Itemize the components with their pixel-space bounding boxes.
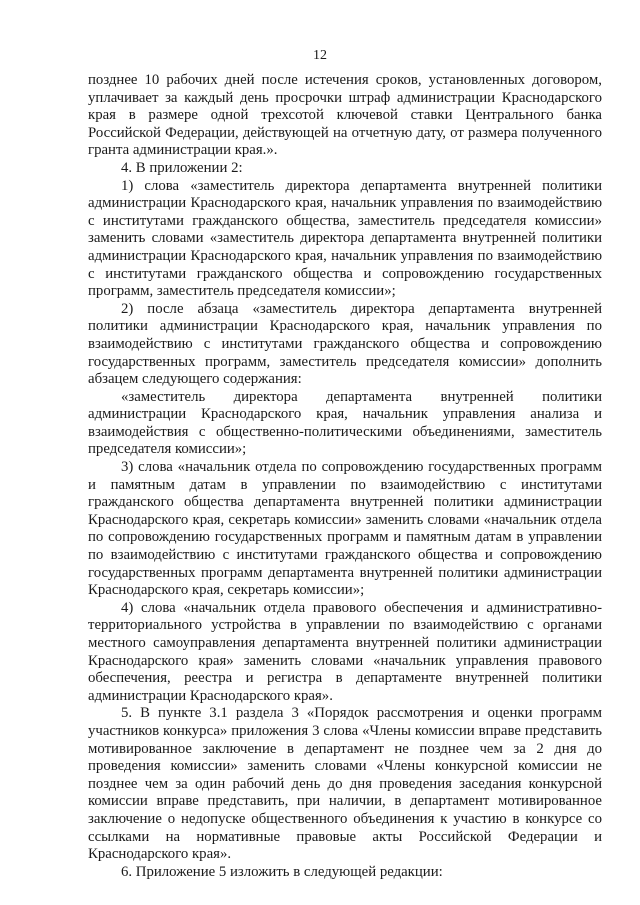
paragraph-quoted-addition: «заместитель директора департамента внутренней политики администрации Краснодарского края, начальник управления анализа и взаимодействия с общественно-политическими объединениями, заместитель председателя комиссии»; <box>88 388 602 458</box>
page-number: 12 <box>313 48 327 63</box>
paragraph-item-5: 5. В пункте 3.1 раздела 3 «Порядок рассмотрения и оценки программ участников конкурса» приложения 3 слова «Члены комиссии вправе представить мотивированное заключение в департамент не позднее чем за 2 дня до проведения комиссии» заменить словами «Члены конкурсной комиссии не позднее чем за один рабочий день до дня проведения заседания конкурсной комиссии вправе представить, при наличии, в департамент мотивированное заключение о недопуске общественного объединения к участию в конкурсе со ссылками на нормативные правовые акты Российской Федерации и Краснодарского края». <box>88 705 602 863</box>
paragraph-continuation: позднее 10 рабочих дней после истечения сроков, установленных договором, уплачивает за каждый день просрочки штраф администрации Краснодарского края в размере одной трехсотой ключевой ставки Центрального банка Российской Федерации, действующей на отчетную дату, от размера полученного гранта администрации края.». <box>88 72 602 159</box>
paragraph-item-6: 6. Приложение 5 изложить в следующей редакции: <box>121 863 443 880</box>
paragraph-subitem-2: 2) после абзаца «заместитель директора департамента внутренней политики администрации Краснодарского края, начальник управления по взаимодействию с институтами гражданского общества и сопровождению государственных программ, заместитель председателя комиссии» дополнить абзацем следующего содержания: <box>88 300 602 388</box>
paragraph-item-4: 4. В приложении 2: <box>121 159 243 176</box>
paragraph-subitem-3: 3) слова «начальник отдела по сопровождению государственных программ и памятным датам в управлении по взаимодействию с институтами гражданского общества департамента внутренней политики администрации Краснодарского края, секретарь комиссии» заменить словами «начальник отдела по сопровождению государственных программ и памятным датам в управлении по взаимодействию с институтами гражданского общества и сопровождению государственных программ департамента внутренней политики администрации Краснодарского края, секретарь комиссии»; <box>88 459 602 599</box>
document-body <box>88 72 602 881</box>
paragraph-subitem-4: 4) слова «начальник отдела правового обеспечения и административно-территориального устройства в управлении по взаимодействию с органами местного самоуправления департамента внутренней политики администрации Краснодарского края» заменить словами «начальник управления правового обеспечения, реестра и регистра в департаменте внутренней политики администрации Краснодарского края». <box>88 599 602 704</box>
paragraph-subitem-1: 1) слова «заместитель директора департамента внутренней политики администрации Краснодарского края, начальник управления по взаимодействию с институтами гражданского общества, заместитель председателя комиссии» заменить словами «заместитель директора департамента внутренней политики администрации Краснодарского края, начальник управления по взаимодействию с институтами гражданского общества и сопровождению государственных программ, заместитель председателя комиссии»; <box>88 177 602 300</box>
